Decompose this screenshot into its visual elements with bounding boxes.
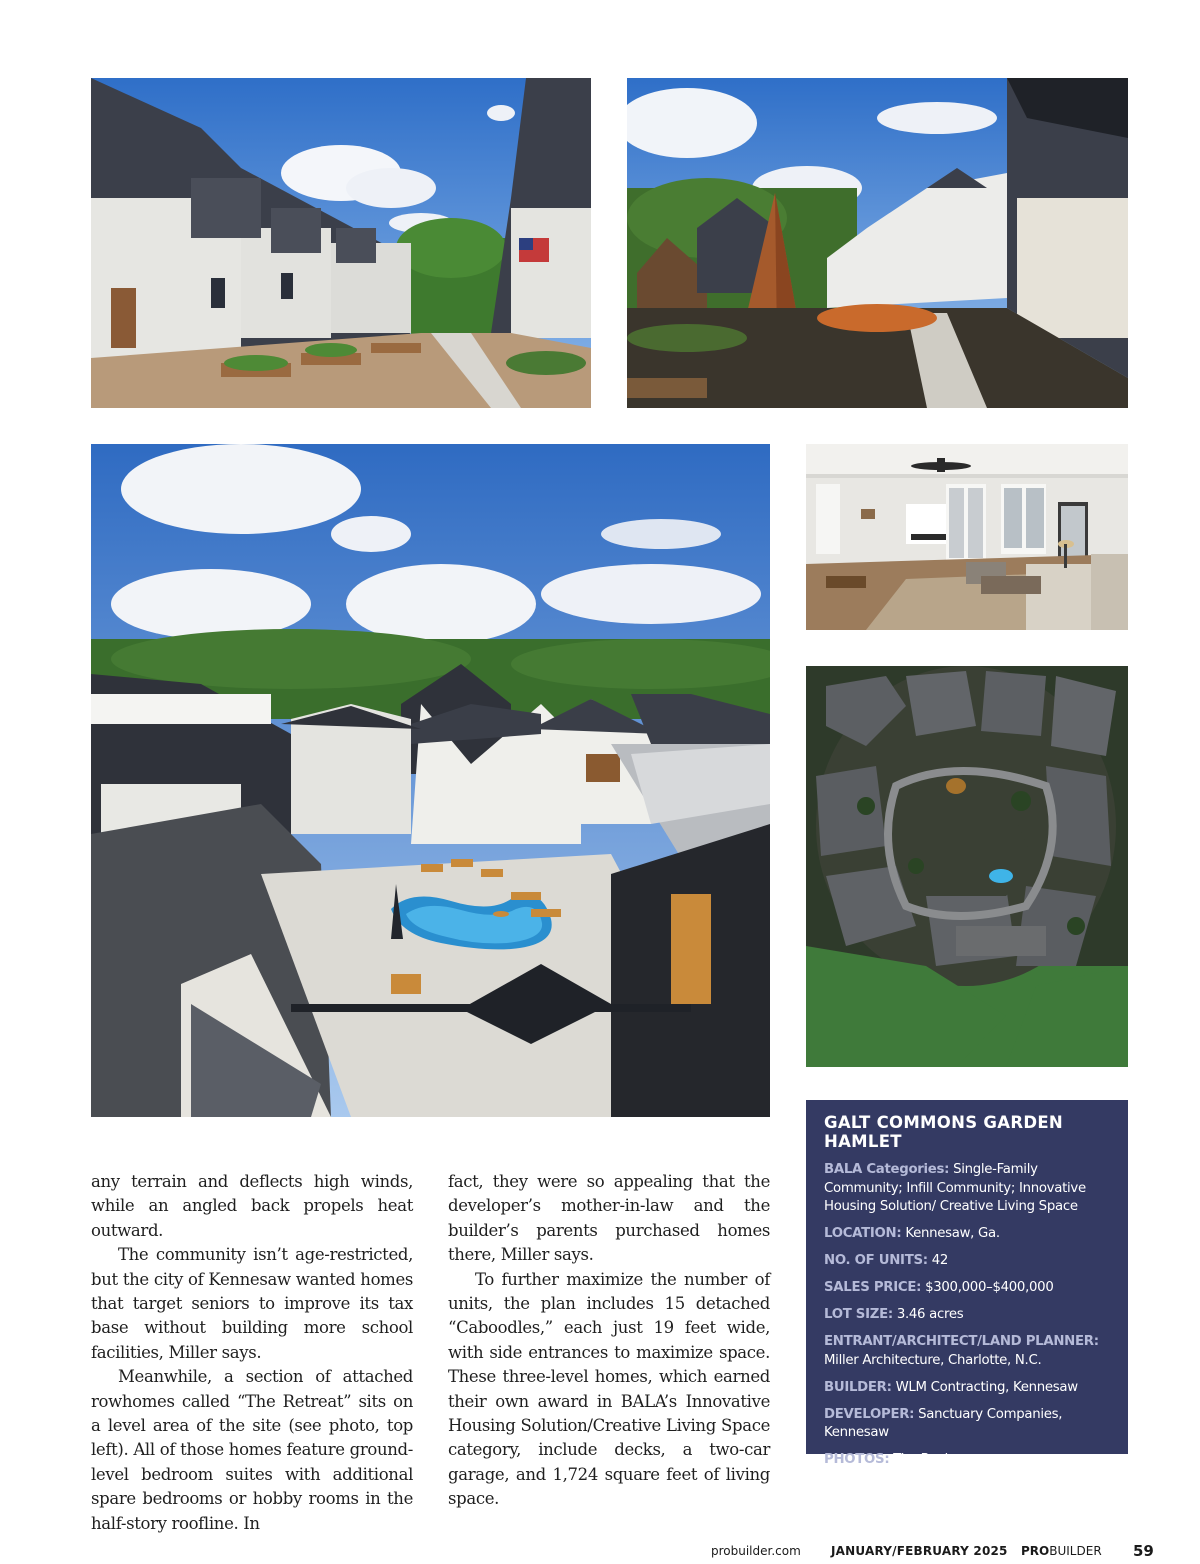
paragraph: To further maximize the number of units, the plan includes 15 detached “Caboodles,” each just 19 feet wide, with side entrances to maximize space. These three-level homes, which earned their own award in BALA’s Innovative Housing Solution/Creative Living Space category, include decks, a two-car garage, and 1,724 square feet of living space. xyxy=(448,1269,770,1509)
info-row-photos xyxy=(824,1451,1110,1470)
info-row-categories xyxy=(824,1161,1110,1217)
photo-pool-courtyard xyxy=(91,444,770,1117)
info-label: BALA Categories: xyxy=(824,1162,950,1177)
info-value: 3.46 acres xyxy=(896,1307,964,1322)
info-label: NO. OF UNITS: xyxy=(824,1253,928,1268)
info-label: LOT SIZE: xyxy=(824,1307,893,1322)
info-row-lot-size xyxy=(824,1306,1110,1325)
paragraph: any terrain and deflects high winds, while an angled back propels heat outward. xyxy=(91,1172,413,1240)
paragraph: fact, they were so appealing that the developer’s mother-in-law and the builder’s parents purchased homes there, Miller says. xyxy=(448,1172,770,1265)
page-footer xyxy=(0,1542,1200,1562)
info-row-builder xyxy=(824,1379,1110,1398)
info-label: BUILDER: xyxy=(824,1379,892,1395)
info-row-units xyxy=(824,1252,1110,1271)
info-row-developer xyxy=(824,1406,1110,1443)
info-label: ENTRANT/ARCHITECT/LAND PLANNER: xyxy=(824,1334,1099,1349)
brand-bold: PRO xyxy=(1021,1544,1050,1558)
info-label: SALES PRICE: xyxy=(824,1280,922,1295)
project-info-box xyxy=(806,1100,1128,1467)
footer-website: probuilder.com xyxy=(711,1544,801,1558)
info-value: 42 xyxy=(931,1253,949,1268)
info-value: Single-Family Community; Infill Community; Innovative Housing Solution/ Creative Living Space xyxy=(824,1162,1086,1214)
info-value: Sanctuary Companies, Kennesaw xyxy=(824,1406,1063,1440)
info-row-location xyxy=(824,1225,1110,1244)
info-value: Tim Buchman xyxy=(893,1452,982,1467)
info-row-architect xyxy=(824,1333,1110,1370)
info-value: Kennesaw, Ga. xyxy=(905,1226,1000,1241)
info-value: $300,000–$400,000 xyxy=(925,1280,1054,1295)
footer-issue-date: JANUARY/FEBRUARY 2025 xyxy=(831,1544,1008,1558)
photo-living-room xyxy=(806,444,1128,630)
photo-sculpture-courtyard xyxy=(627,78,1128,408)
info-label: LOCATION: xyxy=(824,1226,902,1241)
photo-aerial-site-plan xyxy=(806,666,1128,1067)
info-label: DEVELOPER: xyxy=(824,1406,915,1422)
info-box-title: GALT COMMONS GARDEN HAMLET xyxy=(824,1113,1064,1151)
info-value: Miller Architecture, Charlotte, N.C. xyxy=(824,1352,1042,1368)
article-column-1 xyxy=(91,1170,413,1536)
info-row-sales-price xyxy=(824,1279,1110,1298)
brand-rest: BUILDER xyxy=(1049,1544,1102,1558)
info-value: WLM Contracting, Kennesaw xyxy=(895,1379,1078,1395)
paragraph: The community isn’t age-restricted, but the city of Kennesaw wanted homes that target seniors to improve its tax base without building more school facilities, Miller says. xyxy=(91,1245,413,1362)
photo-retreat-rowhomes xyxy=(91,78,591,408)
article-column-2 xyxy=(448,1170,770,1512)
info-label: PHOTOS: xyxy=(824,1452,890,1467)
footer-brand xyxy=(1021,1544,1102,1558)
page-number: 59 xyxy=(1133,1542,1154,1560)
paragraph: Meanwhile, a section of attached rowhomes called “The Retreat” sits on a level area of the site (see photo, top left). All of those homes feature ground-level bedroom suites with additional spare bedrooms or hobby rooms in the half-story roofline. In xyxy=(91,1367,413,1533)
